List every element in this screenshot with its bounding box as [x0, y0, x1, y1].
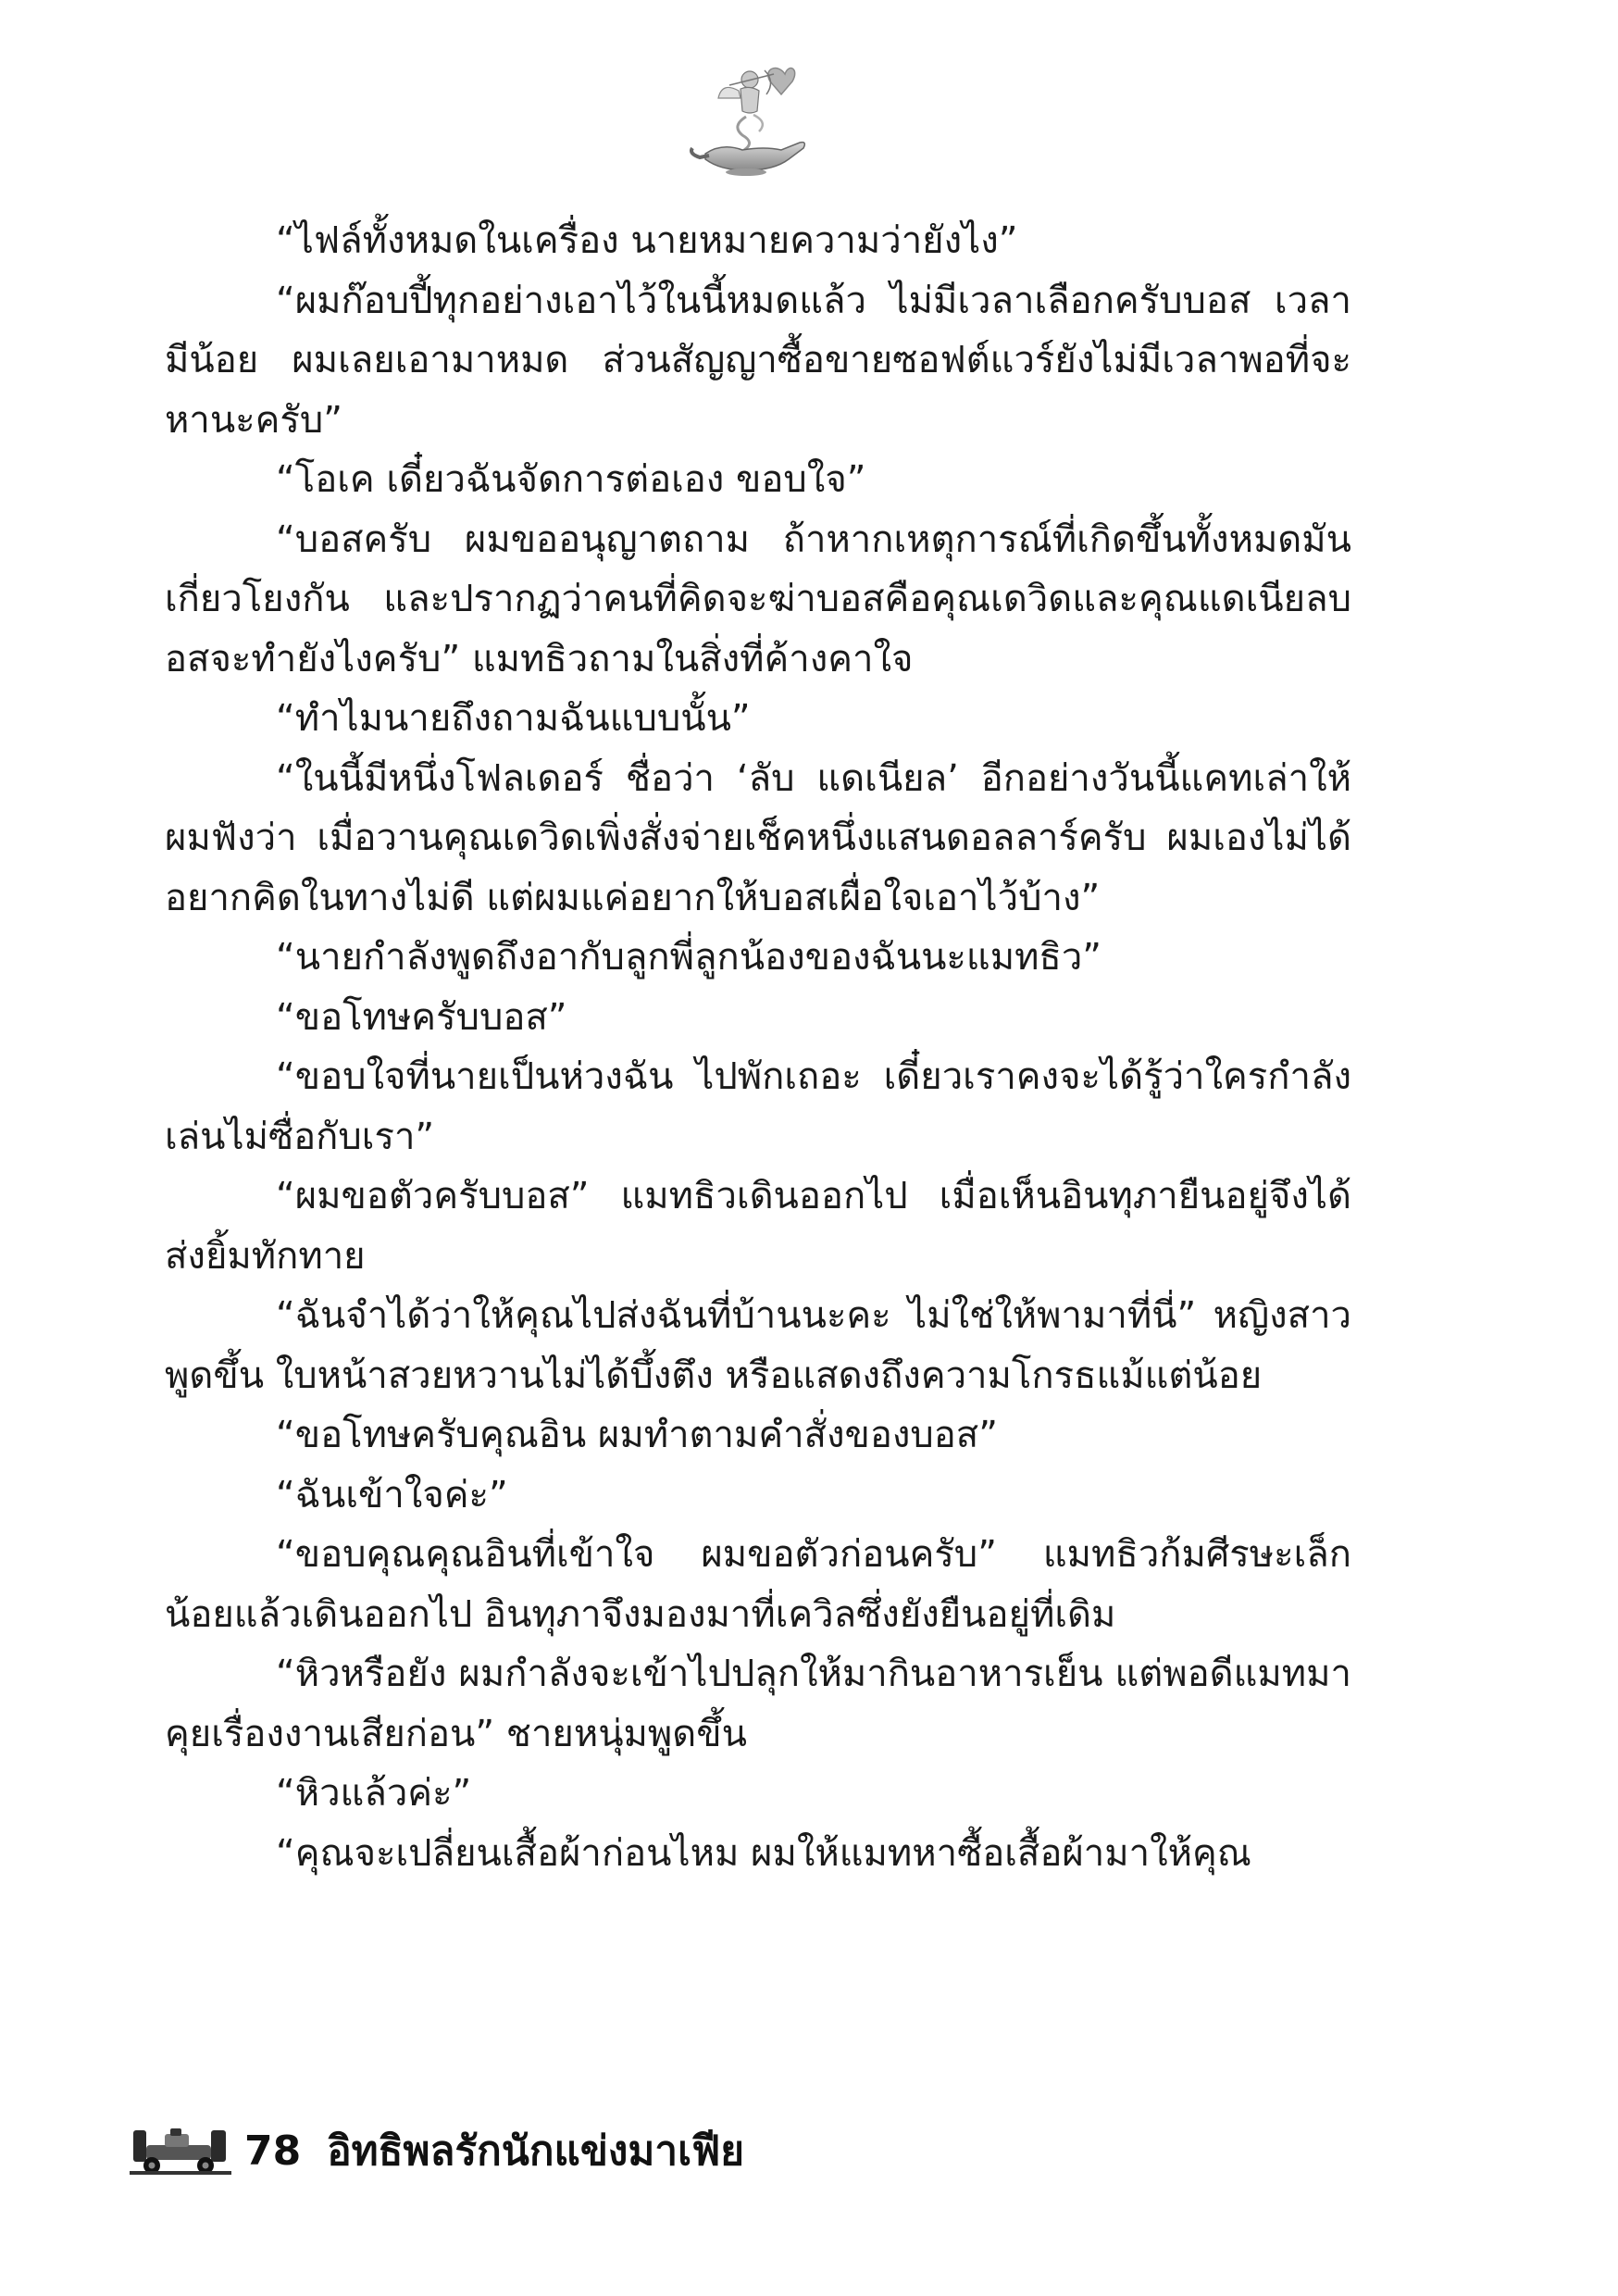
- paragraph: “โอเค เดี๋ยวฉันจัดการต่อเอง ขอบใจ”: [276, 458, 866, 501]
- paragraph: “ทำไมนายถึงถามฉันแบบนั้น”: [276, 697, 751, 740]
- paragraph: “ขอบใจที่นายเป็นห่วงฉัน ไปพักเถอะ เดี๋ยวเราคงจะได้รู้ว่าใครกำลังเล่นไม่ซื่อกับเรา”: [165, 1055, 1351, 1158]
- paragraph: “ไฟล์ทั้งหมดในเครื่อง นายหมายความว่ายังไง”: [276, 219, 1018, 262]
- cupid-lamp-icon: [685, 57, 824, 178]
- paragraph: “หิวแล้วค่ะ”: [276, 1772, 472, 1815]
- book-title: อิทธิพลรักนักแข่งมาเฟีย: [327, 2128, 745, 2175]
- paragraph: “นายกำลังพูดถึงอากับลูกพี่ลูกน้องของฉันนะแมทธิว”: [276, 936, 1102, 979]
- paragraph: “ผมก๊อบปี้ทุกอย่างเอาไว้ในนี้หมดแล้ว ไม่มีเวลาเลือกครับบอส เวลามีน้อย ผมเลยเอามาหมด ส่วนสัญญาซื้อขายซอฟต์แวร์ยังไม่มีเวลาพอที่จะหานะครับ”: [165, 279, 1351, 442]
- page-footer: [130, 2114, 744, 2188]
- paragraph: “ในนี้มีหนึ่งโฟลเดอร์ ชื่อว่า ‘ลับ แดเนียล’ อีกอย่างวันนี้แคทเล่าให้ผมฟังว่า เมื่อวานคุณเดวิดเพิ่งสั่งจ่ายเช็คหนึ่งแสนดอลลาร์ครับ ผมเองไม่ได้อยากคิดในทางไม่ดี แต่ผมแค่อยากให้บอสเผื่อใจเอาไว้บ้าง”: [165, 756, 1351, 919]
- story-body: [165, 211, 1351, 1883]
- paragraph: “ฉันเข้าใจค่ะ”: [276, 1473, 508, 1516]
- paragraph: “คุณจะเปลี่ยนเสื้อผ้าก่อนไหม ผมให้แมทหาซื้อเสื้อผ้ามาให้คุณ: [276, 1831, 1251, 1875]
- paragraph: “ฉันจำได้ว่าให้คุณไปส่งฉันที่บ้านนะคะ ไม่ใช่ให้พามาที่นี่” หญิงสาวพูดขึ้น ใบหน้าสวยหวานไม่ได้บึ้งตึง หรือแสดงถึงความโกรธแม้แต่น้อย: [165, 1294, 1351, 1397]
- page-number: 78: [244, 2127, 302, 2175]
- paragraph: “ผมขอตัวครับบอส” แมทธิวเดินออกไป เมื่อเห็นอินทุภายืนอยู่จึงได้ส่งยิ้มทักทาย: [165, 1175, 1351, 1278]
- paragraph: “ขอโทษครับบอส”: [276, 995, 567, 1039]
- paragraph: “หิวหรือยัง ผมกำลังจะเข้าไปปลุกให้มากินอาหารเย็น แต่พอดีแมทมาคุยเรื่องงานเสียก่อน” ชายหนุ่มพูดขึ้น: [165, 1653, 1351, 1755]
- paragraph: “ขอบคุณคุณอินที่เข้าใจ ผมขอตัวก่อนครับ” แมทธิวก้มศีรษะเล็กน้อยแล้วเดินออกไป อินทุภาจึงมองมาที่เควิลซึ่งยังยืนอยู่ที่เดิม: [165, 1533, 1351, 1636]
- paragraph: “บอสครับ ผมขออนุญาตถาม ถ้าหากเหตุการณ์ที่เกิดขึ้นทั้งหมดมันเกี่ยวโยงกัน และปรากฏว่าคนที่คิดจะฆ่าบอสคือคุณเดวิดและคุณแดเนียลบอสจะทำยังไงครับ” แมทธิวถามในสิ่งที่ค้างคาใจ: [165, 518, 1351, 680]
- paragraph: “ขอโทษครับคุณอิน ผมทำตามคำสั่งของบอส”: [276, 1414, 998, 1456]
- race-car-icon: [130, 2123, 231, 2178]
